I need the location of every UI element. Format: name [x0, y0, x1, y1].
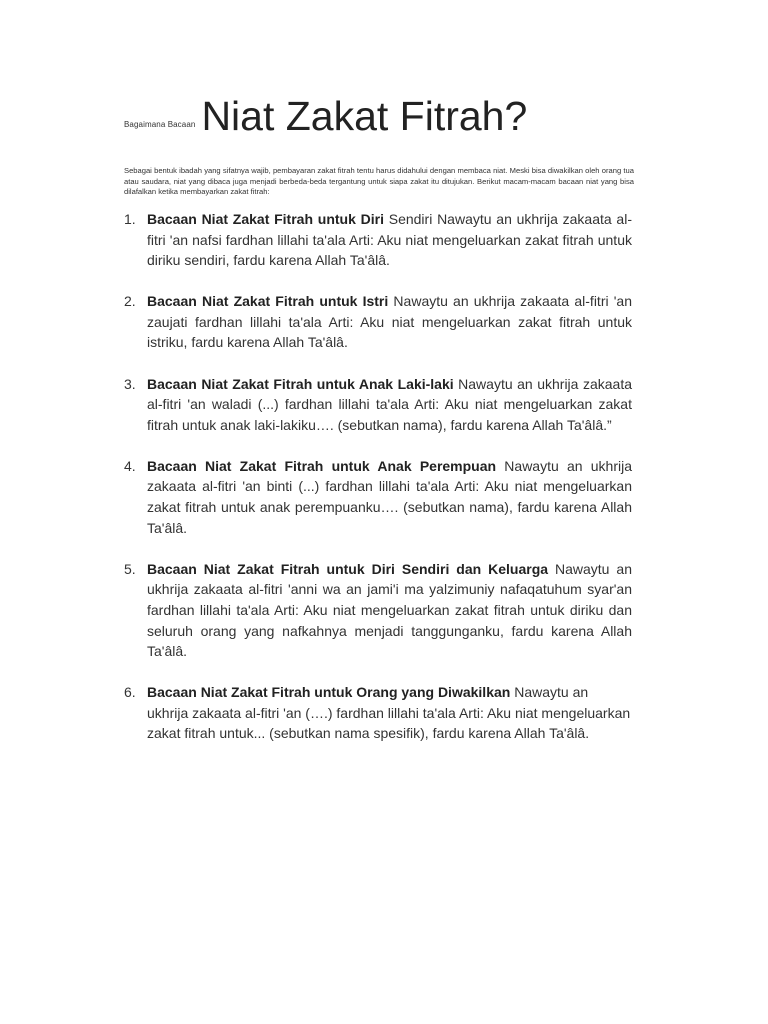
item-text — [147, 209, 632, 271]
item-title: Bacaan Niat Zakat Fitrah untuk Anak Laki-laki — [147, 375, 454, 392]
item-title: Bacaan Niat Zakat Fitrah untuk Anak Perempuan — [147, 457, 497, 474]
item-title: Bacaan Niat Zakat Fitrah untuk Diri — [147, 211, 384, 227]
list-item — [124, 291, 632, 353]
item-number: 5. — [124, 560, 136, 577]
item-text — [147, 291, 632, 353]
item-title: Bacaan Niat Zakat Fitrah untuk Istri — [147, 293, 389, 310]
item-body: Nawaytu an ukhrija zakaata al-fitri 'an zaujati fardhan lillahi ta'ala Arti: Aku niat mengeluarkan zakat fitrah untuk istriku, fardu karena Allah Ta'âlâ. — [147, 293, 632, 351]
heading — [124, 93, 528, 139]
item-title: Bacaan Niat Zakat Fitrah untuk Diri Sendiri dan Keluarga — [147, 560, 549, 577]
item-number: 3. — [124, 375, 136, 392]
list-item — [124, 209, 632, 271]
intro-paragraph: Sebagai bentuk ibadah yang sifatnya wajib, pembayaran zakat fitrah tentu harus didahului dengan membaca niat. Meski bisa diwakilkan oleh orang tua atau saudara, niat yang dibaca juga menjadi berbeda-beda tergantung untuk siapa zakat itu ditujukan. Berikut macam-macam bacaan niat yang bisa dilafalkan ketika membayarkan zakat fitrah: — [124, 166, 634, 196]
item-number: 1. — [124, 211, 136, 227]
item-body: Nawaytu an ukhrija zakaata al-fitri 'an binti (...) fardhan lillahi ta'ala Arti: Aku niat mengeluarkan zakat fitrah untuk anak perempuanku…. (sebutkan nama), fardu karena Allah Ta'âlâ. — [147, 457, 633, 536]
page-title: Niat Zakat Fitrah? — [201, 93, 528, 139]
item-body: Nawaytu an ukhrija zakaata al-fitri 'an (….) fardhan lillahi ta'ala Arti: Aku niat mengeluarkan zakat fitrah untuk... (sebutkan nama spesifik), fardu karena Allah Ta'âlâ. — [147, 684, 631, 742]
item-body: Nawaytu an ukhrija zakaata al-fitri 'anni wa an jami'i ma yalzimuniy nafaqatuhum syar'an fardhan lillahi ta'ala Arti: Aku niat mengeluarkan zakat fitrah untuk diriku dan seluruh orang yang nafkahnya menjadi tanggunganku, fardu karena Allah Ta'âlâ. — [147, 560, 632, 660]
item-text — [147, 682, 632, 744]
item-body: Nawaytu an ukhrija zakaata al-fitri 'an waladi (...) fardhan lillahi ta'ala Arti: Aku niat mengeluarkan zakat fitrah untuk anak laki-lakiku…. (sebutkan nama), fardu karena Allah Ta'âlâ.” — [147, 375, 633, 433]
list-item — [124, 682, 632, 744]
list-item — [124, 456, 632, 538]
item-number: 4. — [124, 457, 136, 474]
niat-list — [124, 209, 632, 764]
item-number: 6. — [124, 684, 136, 701]
item-body: Sendiri Nawaytu an ukhrija zakaata al-fitri 'an nafsi fardhan lillahi ta'ala Arti: Aku niat mengeluarkan zakat fitrah untuk diriku sendiri, fardu karena Allah Ta'âlâ. — [147, 211, 632, 269]
heading-kicker: Bagaimana Bacaan — [124, 120, 196, 129]
item-text — [147, 559, 632, 662]
list-item — [124, 374, 632, 436]
list-item — [124, 559, 632, 662]
item-title: Bacaan Niat Zakat Fitrah untuk Orang yang Diwakilkan — [147, 684, 511, 701]
item-text — [147, 456, 632, 538]
item-text — [147, 374, 632, 436]
item-number: 2. — [124, 293, 136, 310]
